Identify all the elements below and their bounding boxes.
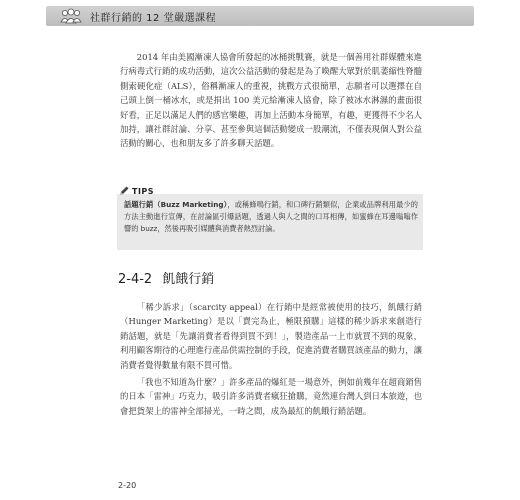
tips-text — [124, 199, 418, 235]
tips-label — [118, 185, 154, 197]
people-group-icon — [60, 8, 82, 24]
paragraph-thunder-chocolate: 「我也不知道為什麼？」許多產品的爆紅是一場意外，例如前幾年在超商銷售的日本「雷神」巧克力，吸引許多消費者瘋狂搶購，竟然連台灣人到日本旅遊，也會把貨架上的雷神全部掃光，一時之間，成為最紅的飢餓行銷話題。 — [120, 377, 422, 416]
chapter-title: 社群行銷的 12 堂嚴選課程 — [90, 13, 217, 24]
tips-heading: TIPS — [132, 186, 155, 196]
section-number: 2-4-2 — [118, 272, 153, 287]
paragraph-scarcity-appeal: 「稀少訴求」（scarcity appeal）在行銷中是經常被使用的技巧，飢餓行銷（Hunger Marketing）是以「賣完為止，極限預購」這樣的稀少訴求來創造行銷話題，就是「先讓消費者看得到買不到！」，製造產品一上市就買不到的現象，利用顧客期待的心理進行產品供需控制的手段，促進消費者購買該產品的動力，讓消費者覺得數量有限不買可惜。 — [120, 302, 422, 370]
tips-term: 話題行銷（Buzz Marketing） — [124, 200, 228, 209]
paragraph-ice-bucket: 2014 年由美國漸凍人協會所發起的冰桶挑戰賽，就是一個善用社群媒體來進行病毒式行銷的成功活動，這次公益活動的發起是為了喚醒大眾對於肌萎縮性脊髓側索硬化症（ALS），俗稱漸凍人的重視，挑戰方式很簡單，志願者可以選擇在自己頭上倒一桶冰水，或是捐出 100 美元給漸凍人協會，除了被冰水淋濕的畫面很好看，正足以滿足人們的感官樂趣，再加上活動本身簡單，有趣，更獲得不少名人加持，讓社群討論、分享、甚至參與這個活動變成一股潮流，不僅表現個人對公益活動的關心，也和朋友多了許多聊天話題。 — [120, 52, 422, 149]
chapter-header-bar — [46, 6, 474, 26]
pencil-icon — [118, 185, 130, 197]
page-number: 2-20 — [118, 481, 137, 490]
tips-description: ，或稱蜂鳴行銷，和口碑行銷類似，企業或品牌利用最少的方法主動進行宣傳，在討論區引爆話題，透過人與人之間的口耳相傳，如蜜蜂在耳邊嗡嗡作響的 buzz，然後再吸引媒體與消費者熱烈討論。 — [124, 200, 418, 233]
section-title: 飢餓行銷 — [162, 272, 215, 287]
section-heading — [118, 268, 214, 287]
